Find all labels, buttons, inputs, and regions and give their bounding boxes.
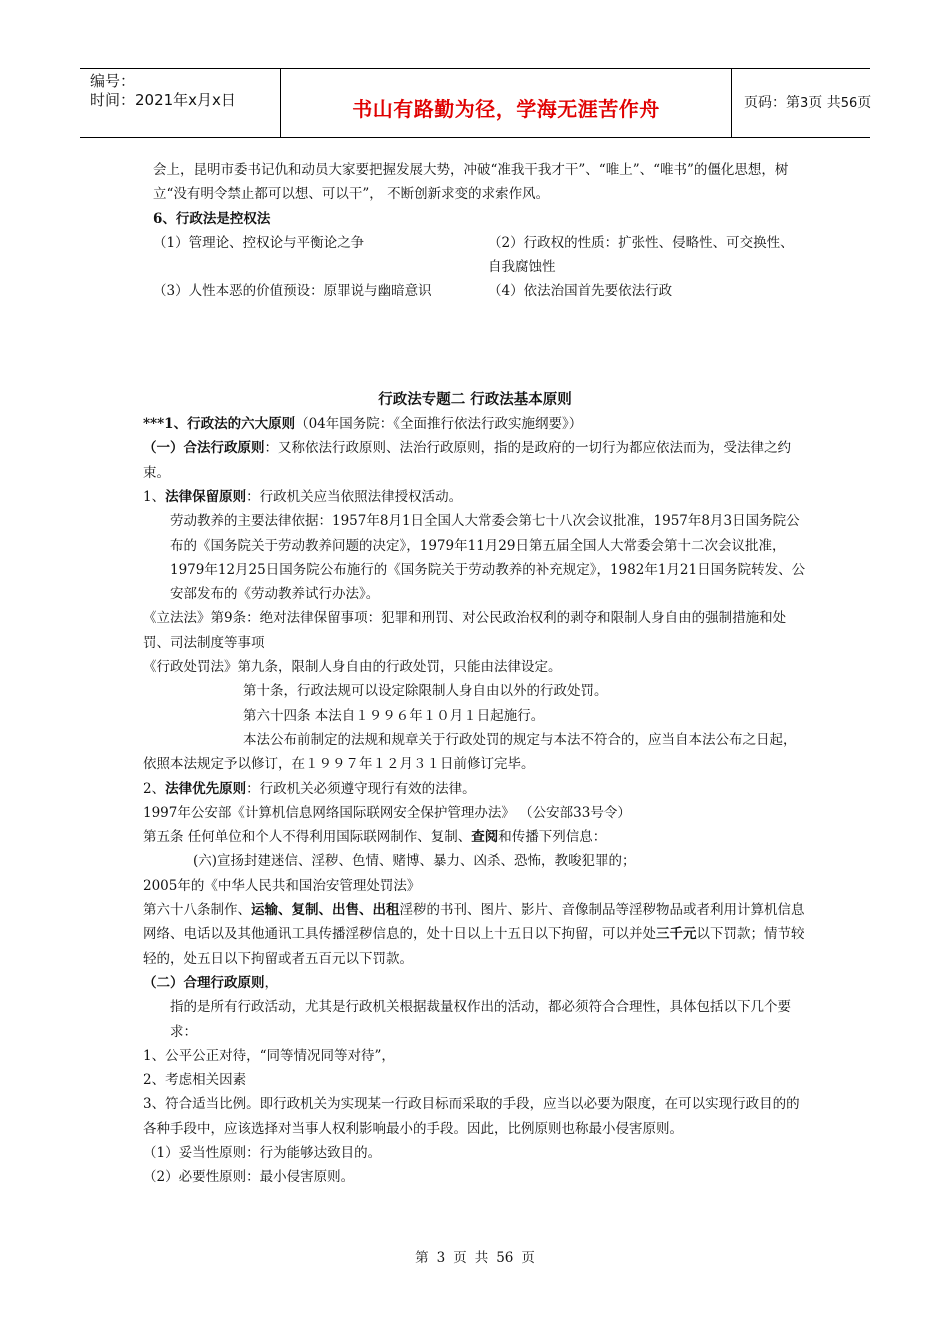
principles-heading-rest: （04年国务院：《全面推行依法行政实施纲要》） [295, 416, 583, 433]
section-6-heading: 6、行政法是控权法 [153, 210, 271, 227]
article-64-continued: 本法公布前制定的法规和规章关于行政处罚的规定与本法不符合的，应当自本法公布之日起，依照本法规定予以修订，在１９９７年１２月３１日前修订完毕。 [143, 731, 797, 773]
reservation-text: ：行政机关应当依照法律授权活动。 [246, 488, 463, 505]
header-motto: 书山有路勤为径，学海无涯苦作舟 [352, 97, 660, 121]
reasonable-principle-heading [143, 971, 807, 995]
footer-page-number: 3 [436, 1250, 446, 1266]
list-item: （1）管理论、控权论与平衡论之争 [153, 234, 365, 251]
document-header [80, 68, 870, 138]
article-68-sep: 、 [278, 902, 292, 919]
reasonable-definition: 指的是所有行政活动，尤其是行政机关根据裁量权作出的活动，都必须符合合理性，具体包括以下几个要求： [170, 999, 791, 1040]
intro-paragraph: 会上，昆明市委书记仇和动员大家要把握发展大势，冲破“准我干我才干”、“唯上”、“唯书”的僵化思想，树立“没有明令禁止都可以想、可以干”， 不断创新求变的求索作风。 [153, 162, 789, 203]
list-row [143, 231, 807, 255]
security-law-2005: 2005年的《中华人民共和国治安管理处罚法》 [143, 877, 421, 894]
page-number: 3 [800, 96, 809, 111]
article-68-text: 以下罚款；情节较轻的，处五日以下拘留或者五百元以下罚款。 [143, 926, 805, 967]
article-5-bold: 查阅 [471, 829, 499, 846]
article-5 [143, 825, 807, 849]
security-regulation: 1997年公安部《计算机信息网络国际联网安全保护管理办法》 （公安部33号令） [143, 804, 631, 821]
article-68-bold: 复制 [291, 902, 319, 919]
principles-heading-bold: ***1、行政法的六大原则 [143, 416, 296, 433]
article-68-bold: 三千元 [656, 926, 697, 943]
footer-text: 第 [415, 1250, 429, 1266]
reservation-prefix: 1、 [143, 488, 166, 505]
article-5-item-6: (六)宣扬封建迷信、淫秽、色情、赌博、暴力、凶杀、恐怖，教唆犯罪的； [193, 853, 636, 870]
document-body [143, 158, 807, 1190]
footer-text: 页 [453, 1250, 467, 1266]
article-5-text: 第五条 任何单位和个人不得利用国际联网制作、复制、 [143, 829, 472, 846]
number-label: 编号： [90, 72, 136, 90]
legislation-law-paragraph: 《立法法》第9条：绝对法律保留事项：犯罪和刑罚、对公民政治权利的剥夺和限制人身自由的强制措施和处罚、司法制度等事项 [143, 610, 787, 651]
list-row [143, 279, 807, 303]
priority-principle [143, 777, 807, 801]
article-5-text-end: 和传播下列信息： [498, 829, 607, 846]
page-suffix: 页 [857, 95, 872, 111]
header-motto-cell [280, 69, 732, 137]
legal-principle-text: ：又称依法行政原则、法治行政原则，指的是政府的一切行为都应依法而为，受法律之约束。 [143, 440, 791, 481]
labor-paragraph: 劳动教养的主要法律依据：1957年8月1日全国人大常委会第七十八次会议批准，1957年8月3日国务院公布的《国务院关于劳动教养问题的决定》，1979年11月29日第五届全国人大常委会第十二次会议批准，1979年12月25日国务院公布施行的《国务院关于劳动教养的补充规定》，1982年1月21日国务院转发、公安部发布的《劳动教养试行办法》。 [170, 513, 806, 603]
page-mid: 页 共 [808, 95, 841, 111]
reasonable-subitem: （1）妥当性原则：行为能够达致目的。 [143, 1144, 382, 1161]
legal-principle-title: （一）合法行政原则 [143, 440, 265, 457]
article-68-sep: 、 [359, 902, 373, 919]
page-footer [0, 1246, 950, 1266]
priority-title: 法律优先原则 [165, 780, 247, 797]
reasonable-item: 1、公平公正对待，“同等情况同等对待”， [143, 1047, 395, 1064]
principles-heading [143, 412, 807, 436]
article-68-bold: 出租 [372, 902, 400, 919]
legal-principle [143, 436, 807, 485]
article-68-bold: 出售 [332, 902, 359, 919]
section-title: 行政法专题二 行政法基本原则 [378, 390, 572, 408]
footer-text: 共 [474, 1250, 489, 1266]
page-total: 56 [840, 96, 858, 111]
spacer [143, 304, 807, 388]
reasonable-subitem: （2）必要性原则：最小侵害原则。 [143, 1169, 355, 1186]
article-68-sep: 、 [318, 902, 332, 919]
date-label: 时间：2021年x月x日 [90, 91, 236, 109]
header-meta [80, 69, 280, 137]
article-68-bold: 运输 [251, 902, 278, 919]
article-64: 第六十四条 本法自１９９６年１０月１日起施行。 [243, 707, 545, 724]
list-item: （2）行政权的性质：扩张性、侵略性、可交换性、自我腐蚀性 [488, 234, 794, 276]
priority-text: ：行政机关必须遵守现行有效的法律。 [246, 780, 476, 797]
footer-page-total: 56 [496, 1250, 514, 1266]
reservation-title: 法律保留原则 [165, 488, 247, 505]
footer-text: 页 [521, 1250, 535, 1266]
list-item: （3）人性本恶的价值预设：原罪说与幽暗意识 [153, 283, 432, 300]
article-68-text: 淫秽的书刊、图片、影片、音像制品等淫秽物品或者利用计算机信息网络、电话以及其他通讯工具传播淫秽信息的，处十日以上十五日以下拘留，可以并处 [143, 902, 805, 943]
reservation-principle [143, 485, 807, 509]
reasonable-item: 2、考虑相关因素 [143, 1072, 247, 1089]
article-68 [143, 898, 807, 971]
header-page-info [732, 69, 870, 137]
priority-prefix: 2、 [143, 780, 166, 797]
page-prefix: 页码：第 [744, 95, 800, 111]
penalty-law-paragraph: 《行政处罚法》第九条，限制人身自由的行政处罚，只能由法律设定。 [143, 659, 562, 676]
list-item: （4）依法治国首先要依法行政 [488, 283, 673, 300]
reasonable-title: （二）合理行政原则 [143, 974, 265, 991]
article-10: 第十条，行政法规可以设定除限制人身自由以外的行政处罚。 [243, 683, 608, 700]
reasonable-title-suffix: ， [264, 974, 278, 991]
article-68-text: 第六十八条制作、 [143, 902, 251, 919]
reasonable-item: 3、符合适当比例。即行政机关为实现某一行政目标而采取的手段，应当以必要为限度，在可以实现行政目的的各种手段中，应该选择对当事人权利影响最小的手段。因此，比例原则也称最小侵害原则。 [143, 1096, 800, 1137]
